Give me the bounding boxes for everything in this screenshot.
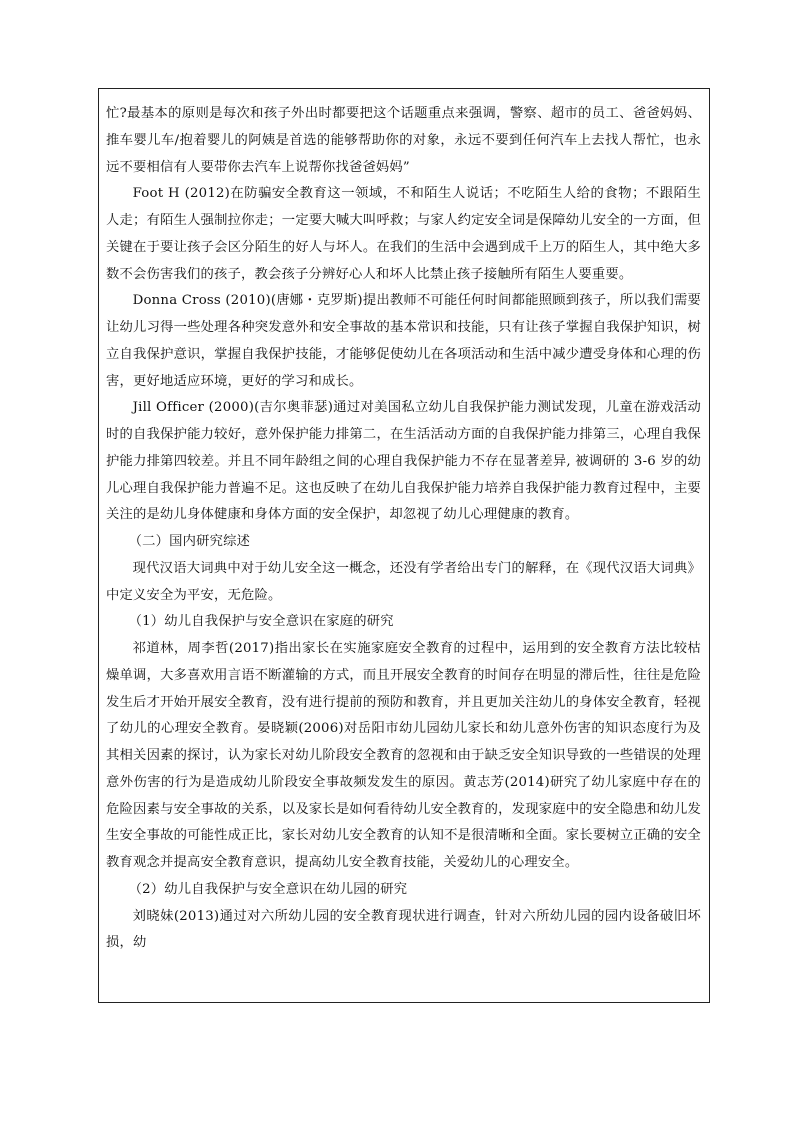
paragraph-family-research: 祁道林，周李哲(2017)指出家长在实施家庭安全教育的过程中，运用到的安全教育方法比较枯燥单调，大多喜欢用言语不断灌输的方式，而且开展安全教育的时间存在明显的滞后性，往往是危险发生后才开始开展安全教育，没有进行提前的预防和教育，并且更加关注幼儿的身体安全教育，轻视了幼儿的心理安全教育。晏晓颖(2006)对岳阳市幼儿园幼儿家长和幼儿意外伤害的知识态度行为及其相关因素的探讨，认为家长对幼儿阶段安全教育的忽视和由于缺乏安全知识导致的一些错误的处理意外伤害的行为是造成幼儿阶段安全事故频发发生的原因。黄志芳(2014)研究了幼儿家庭中存在的危险因素与安全事故的关系，以及家长是如何看待幼儿安全教育的，发现家庭中的安全隐患和幼儿发生安全事故的可能性成正比，家长对幼儿安全教育的认知不是很清晰和全面。家长要树立正确的安全教育观念并提高安全教育意识，提高幼儿安全教育技能，关爱幼儿的心理安全。 bbox=[106, 641, 701, 870]
document-body bbox=[98, 101, 709, 957]
paragraph-donna-cross: Donna Cross (2010)(唐娜・克罗斯)提出教师不可能任何时间都能照顾到孩子，所以我们需要让幼儿习得一些处理各种突发意外和安全事故的基本常识和技能，只有让孩子掌握自我保护知识，树立自我保护意识，掌握自我保护技能，才能够促使幼儿在各项活动和生活中减少遭受身体和心理的伤害，更好地适应环境，更好的学习和成长。 bbox=[106, 293, 701, 389]
paragraph-jill-officer: Jill Officer (2000)(吉尔奥菲瑟)通过对美国私立幼儿自我保护能力测试发现，儿童在游戏活动时的自我保护能力较好，意外保护能力排第二，在生活活动方面的自我保护能力排第三，心理自我保护能力排第四较差。并且不同年龄组之间的心理自我保护能力不存在显著差异, 被调研的 3-6 岁的幼儿心理自我保护能力普遍不足。这也反映了在幼儿自我保护能力培养自我保护能力教育过程中，主要关注的是幼儿身体健康和身体方面的安全保护，却忽视了幼儿心理健康的教育。 bbox=[106, 400, 701, 523]
paragraph-continuation: 忙?最基本的原则是每次和孩子外出时都要把这个话题重点来强调，警察、超市的员工、爸爸妈妈、推车婴儿车/抱着婴儿的阿姨是首选的能够帮助你的对象，永远不要到任何汽车上去找人帮忙，也永远不要相信有人要带你去汽车上说帮你找爸爸妈妈” bbox=[106, 106, 701, 175]
subheading-kindergarten: （2）幼儿自我保护与安全意识在幼儿园的研究 bbox=[128, 881, 408, 897]
subheading-family: （1）幼儿自我保护与安全意识在家庭的研究 bbox=[128, 614, 394, 630]
section-heading-domestic: （二）国内研究综述 bbox=[128, 534, 251, 549]
paragraph-foot-h: Foot H (2012)在防骗安全教育这一领域，不和陌生人说话；不吃陌生人给的食物；不跟陌生人走；有陌生人强制拉你走；一定要大喊大叫呼救；与家人约定安全词是保障幼儿安全的一方面，但关键在于要让孩子会区分陌生的好人与坏人。在我们的生活中会遇到成千上万的陌生人，其中绝大多数不会伤害我们的孩子，教会孩子分辨好心人和坏人比禁止孩子接触所有陌生人要重要。 bbox=[106, 186, 701, 282]
paragraph-dictionary: 现代汉语大词典中对于幼儿安全这一概念，还没有学者给出专门的解释，在《现代汉语大词典》中定义安全为平安，无危险。 bbox=[106, 560, 701, 603]
paragraph-kindergarten-research: 刘晓妹(2013)通过对六所幼儿园的安全教育现状进行调查，针对六所幼儿园的园内设备破旧坏损，幼 bbox=[106, 908, 701, 951]
